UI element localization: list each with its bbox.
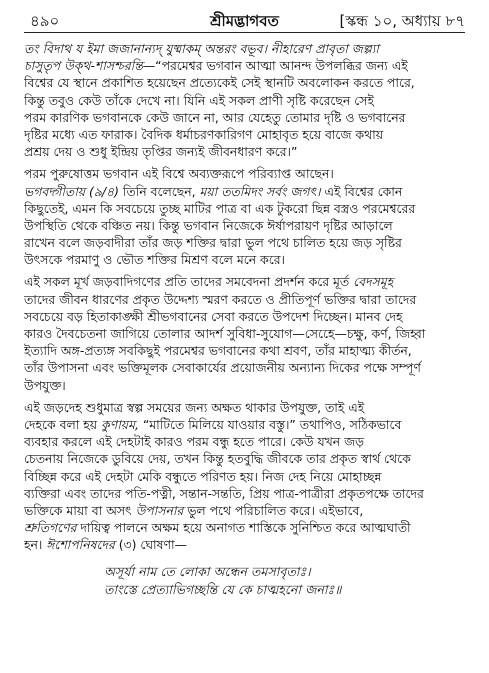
text-segment: (৩) ঘোষণা— [114,537,187,553]
text-segment: কারও দৈবচেতনা জাগিয়ে তোলার আদর্শ সুবিধা-সুযোগ—সেহেে—চক্ষু, কর্ণ, জিহ্বা [24,326,426,341]
text-line [24,234,465,251]
text-line [24,359,465,376]
text-segment: পরম পুরুষোত্তম ভগবান এই বিশ্বে অব্যক্তরূপে পরিব্যাপ্ত আছেন। [24,166,334,182]
text-segment: উৎসকে পরমাণু ও ভৌত শক্তির মিশ্রণ বলে মনে করে। [24,252,285,268]
text-segment: প্রশ্রয় দেয় ও শুধু ইন্দ্রিয় তৃপ্তির জন্যই জীবনধারণ করে।” [24,144,298,160]
verse-line: তাংস্তে প্রেত্যাভিগচ্ছন্তি যে কে চাত্মহনো জনাঃ॥ [104,582,342,598]
book-title: শ্রীমদ্ভাগবত [210,12,279,30]
text-segment: —“পরমেশ্বর ভগবান আত্মা আনন্দ উপলব্ধির জন্য এই [142,58,408,74]
paragraph [24,399,465,554]
text-segment: তাদের জীবন ধারণের প্রকৃত উদ্দেশ্য স্মরণ করতে ও প্রীতিপূর্ণ ভক্তির দ্বারা তাদের [24,291,417,307]
text-segment: বিশ্বের যে স্থানে প্রকাশিত হয়েছেন প্রত্যেকেই সেই স্থানটি অবলোকন করতে পারে, [24,75,415,91]
verse-line: অসূর্যা নাম তে লোকা অন্ধেন তমসাবৃতাঃ। [104,564,311,580]
text-segment: তাঁর উপাসনা এবং ভক্তিমূলক সেবাকার্যের প্রয়োজনীয় অন্যান্য দিকের পক্ষে সম্পূর্ণ [24,360,421,376]
text-segment: বিচ্ছিন্ন করে এই দেহটা মেকি বন্ধুতে পরিণত হয়। নিজ দেহ নিয়ে মোহাচ্ছন্ন [24,468,382,484]
text-segment: ভক্তিকে মায়া বা অসৎ [24,502,136,518]
text-segment: উপযুক্ত। [24,377,66,393]
text-line [24,183,465,200]
text-segment: রাখেন বলে জড়বাদীরা তাঁর জড় শক্তির দ্বারা ভুল পথে চালিত হয়ে জড় সৃষ্টির [24,235,402,251]
text-line [24,450,465,467]
text-line [24,143,465,160]
text-segment: সবচেয়ে বড় হিতাকাঙ্ক্ষী শ্রীভগবানের সেবা করতে উপদেশ দিচ্ছেন। মানব দেহ [24,308,403,324]
text-segment: পরম কারণিক ভগবানকে কেউ জানে না, আর যেহেতু তোমার দৃষ্টি ও ভগবানের [24,109,406,125]
text-segment: দৃষ্টির মধ্যে এত ফারাক। বৈদিক ধর্মাচরণকারিগণ মোহাবৃত হয়ে বাজে কথায় [24,126,384,142]
text-line [24,74,465,91]
text-segment: কিছুতেই, এমন কি সবচেয়ে তুচ্ছ মাটির পাত্র বা এক টুকরো ছিন্ন বস্ত্রও পরমেশ্বরের [24,200,416,216]
text-line [24,92,465,109]
text-line [24,485,465,502]
text-segment: উপস্থিতি থেকে বঞ্চিত নয়। কিন্তু ভগবান নিজেকে ঈর্ষাপরায়ণ দৃষ্টির আড়ালে [24,217,393,233]
text-line [24,433,465,450]
text-segment: এই বিশ্বের কোন [320,183,403,199]
italic-text: উপাসনার [135,502,184,518]
text-line [24,126,465,143]
text-line [24,273,465,290]
text-segment: এই সকল মূর্খ জড়বাদিগণের প্রতি তাদের সমবেদনা প্রদর্শন করে মূর্ত [24,274,354,290]
text-line [24,57,465,74]
paragraph [24,165,465,268]
text-segment: এই জড়দেহ শুধুমাত্র স্বল্প সময়ের জন্য অক্ষত থাকার উপযুক্ত, তাই এই [24,399,365,415]
text-line [24,217,465,234]
text-line [24,200,465,217]
text-segment: “মাটিতে মিলিয়ে যাওয়ার বস্তু।” তথাপিও, সঠিকভাবে [138,416,402,432]
italic-text: কুণায়ম, [101,416,139,432]
text-line [24,165,465,182]
header-rule [24,32,465,33]
text-segment: ইত্যাদি অঙ্গ-প্রত্যঙ্গ সবকিছুই পরমেশ্বর ভগবানের কথা শ্রবণ, তাঁর মাহাত্ম্য কীর্তন, [24,343,412,359]
text-line [24,251,465,268]
italic-text: ভগবদ্গীতায় (৯/৪) [24,183,123,199]
italic-text: ঈশোপনিষদের [46,537,115,553]
text-line [24,325,465,342]
text-segment: ব্যবহার করলে এই দেহটাই কারও পরম বন্ধু হতে পারে। কেউ যখন জড় [24,434,365,450]
text-line [24,502,465,519]
text-line [24,399,465,416]
text-line [24,536,465,553]
paragraph [24,40,465,160]
chapter-reference: [স্কন্ধ ১০, অধ্যায় ৮৭ [339,12,465,30]
text-line [24,342,465,359]
text-line [24,519,465,536]
text-line [24,416,465,433]
text-line [24,40,465,57]
text-segment: হন। [24,537,47,553]
page-number: ৪৯০ [30,12,60,30]
text-segment: দেহকে বলা হয় [24,416,102,432]
italic-text: তং বিদাথ য ইমা জজানান্যদ্ যুষ্মাকম্ অন্তরং বভূব। নীহারেণ প্রাবৃতা জল্প্যা [24,41,379,56]
page-header [24,8,465,32]
italic-text: শ্রুতিগণের [24,520,81,536]
text-segment: তিনি বলেছেন, [122,183,200,199]
text-segment: চেতনায় নিজেকে ডুবিয়ে দেয়, তখন কিন্তু হতবুদ্ধি জীবকে তার প্রকৃত স্বার্থ থেকে [24,451,411,467]
text-segment: দায়িত্ব পালনে অক্ষম হয়ে অনাগত শাস্তিকে সুনিশ্চিত করে আত্মঘাতী [80,520,411,536]
text-segment: কিন্তু তবুও কেউ তাঁকে দেখে না। যিনি এই সকল প্রাণী সৃষ্টি করেছেন সেই [24,92,374,108]
text-line [24,308,465,325]
paragraph [24,273,465,393]
page-body [24,40,465,553]
text-segment: ব্যক্তিরা এবং তাদের পতি-পত্নী, সন্তান-সন্ততি, প্রিয় পাত্র-পাত্রীরা প্রকৃতপক্ষে তাদের [24,485,424,501]
text-line [24,377,465,394]
text-line [24,291,465,308]
italic-text: ময়া ততমিদং সর্বং জগৎ। [199,183,321,199]
verse-block [24,563,465,599]
italic-text: চাসুতৃপ উক্থ-শাসশ্চরন্তি [24,58,143,74]
text-line [24,109,465,126]
italic-text: বেদসমূহ [353,274,394,290]
text-segment: ভুল পথে পরিচালিত করে। এইভাবে, [183,502,364,518]
text-line [24,468,465,485]
